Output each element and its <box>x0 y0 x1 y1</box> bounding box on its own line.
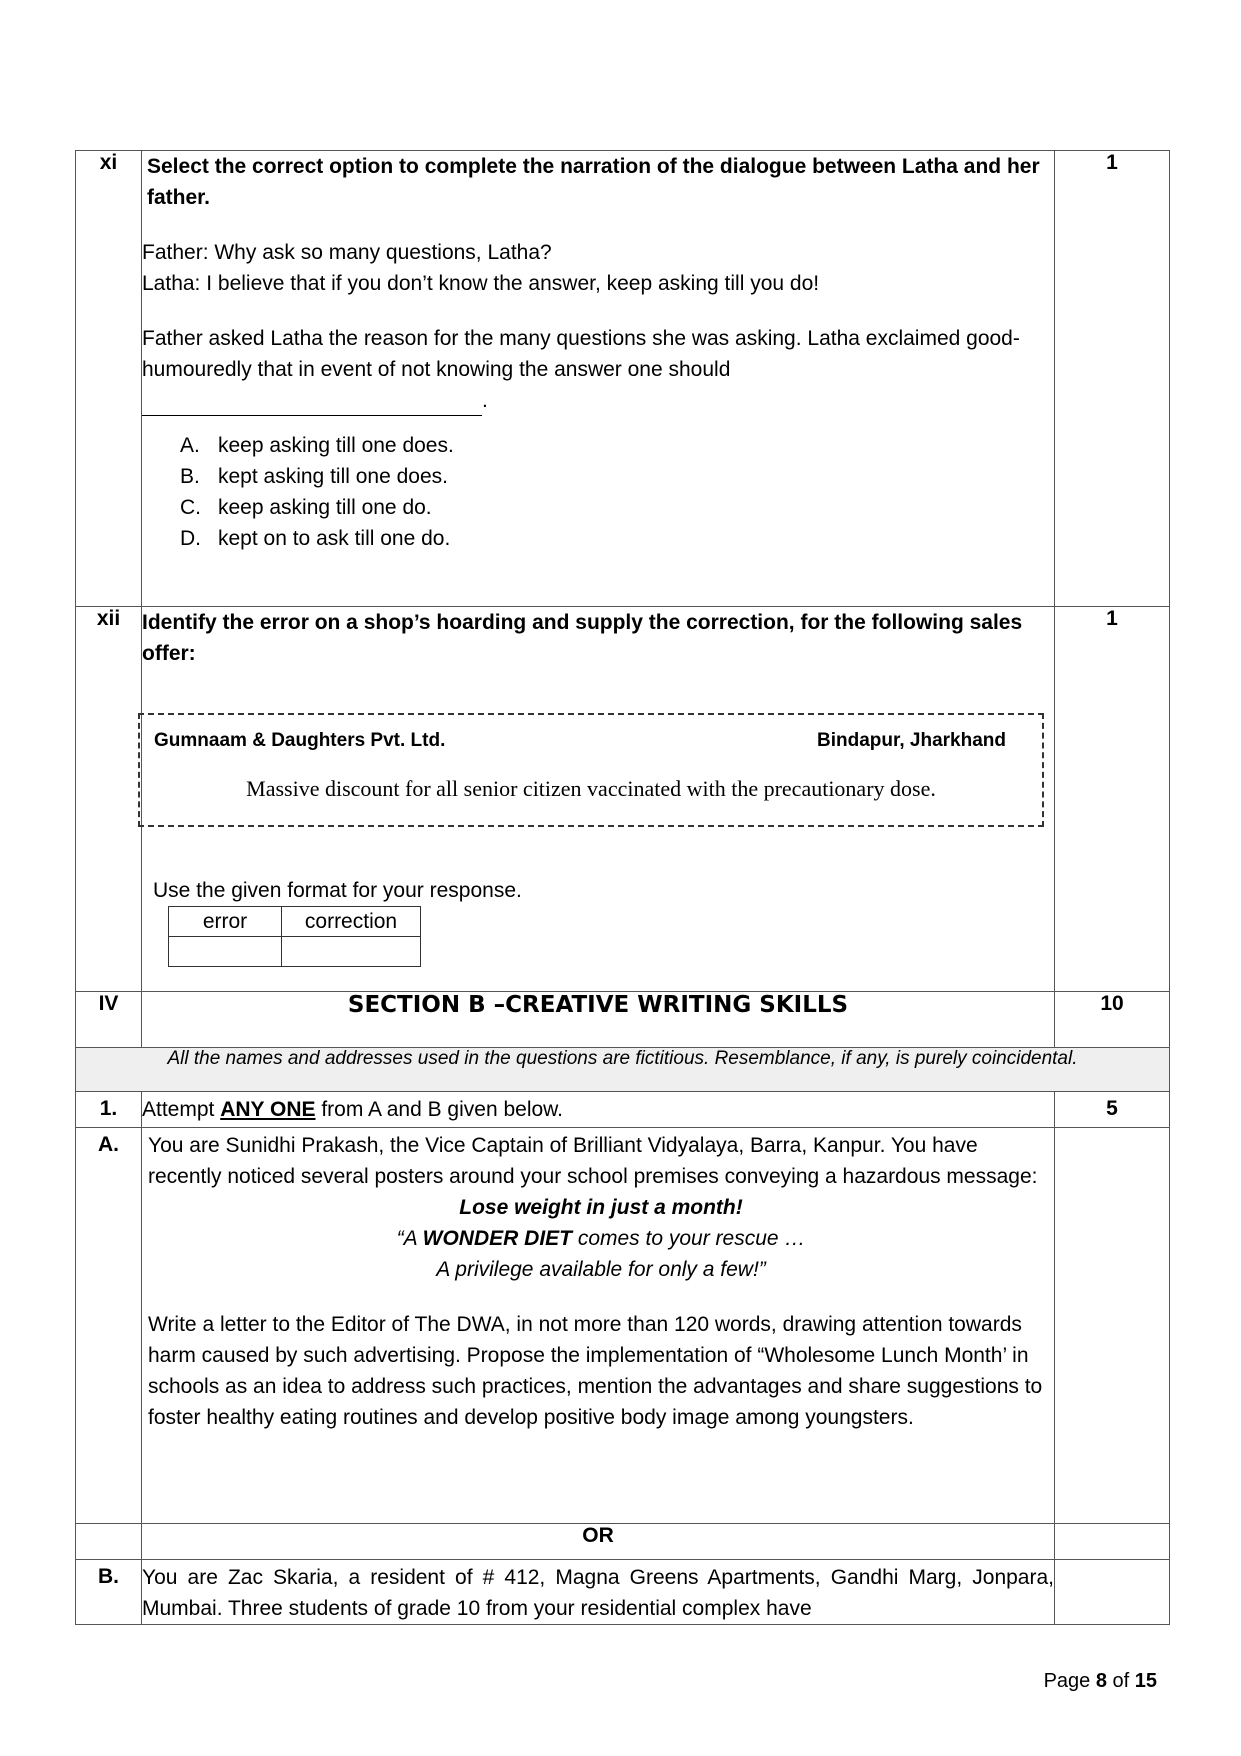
dialogue-line: Latha: I believe that if you don’t know the answer, keep asking till you do! <box>142 272 820 295</box>
question-instruction <box>142 1092 1055 1128</box>
marks-cell: 5 <box>1055 1092 1170 1128</box>
question-table <box>75 150 1170 1625</box>
marks-cell-empty <box>1055 1128 1170 1524</box>
option-letter: B. <box>180 465 200 488</box>
format-note: Use the given format for your response. <box>153 879 522 902</box>
marks-cell: 1 <box>1055 151 1170 607</box>
blank-end: . <box>482 389 488 412</box>
question-row-xii <box>76 607 1170 992</box>
format-header-correction: correction <box>282 907 421 937</box>
fictitious-note: All the names and addresses used in the questions are fictitious. Resemblance, if any, is purely coincidental. <box>76 1048 1170 1092</box>
hoarding-offer: Massive discount for all senior citizen vaccinated with the precautionary dose. <box>246 776 936 801</box>
options-list <box>180 430 1054 554</box>
instruction-post: from A and B given below. <box>315 1098 564 1121</box>
option-letter: D. <box>180 527 201 550</box>
letter-task: Write a letter to the Editor of The DWA, in not more than 120 words, drawing attention towards harm caused by such advertising. Propose the implementation of “Wholesome Lunch Month’ in schools as an idea to address such practices, mention the advantages and share suggestions to foster healthy eating routines and develop positive body image among youngsters. <box>148 1313 1043 1429</box>
option-text: keep asking till one do. <box>218 496 432 519</box>
question-number: xii <box>76 607 142 992</box>
question-row-1 <box>76 1092 1170 1128</box>
question-number: A. <box>76 1128 142 1524</box>
response-format-table <box>168 906 421 967</box>
letter-intro: You are Sunidhi Prakash, the Vice Captain of Brilliant Vidyalaya, Barra, Kanpur. You have recently noticed several posters around your school premises conveying a hazardous message: <box>148 1134 1038 1188</box>
poster-line-2-pre: “A <box>396 1227 423 1250</box>
note-row <box>76 1048 1170 1092</box>
option-item <box>180 430 1054 461</box>
or-row <box>76 1524 1170 1560</box>
question-content <box>142 607 1055 992</box>
section-number: IV <box>76 992 142 1048</box>
format-cell-error <box>169 937 282 967</box>
poster-line-2-bold: WONDER DIET <box>422 1227 572 1250</box>
question-row-B <box>76 1560 1170 1625</box>
question-content: You are Zac Skaria, a resident of # 412, Magna Greens Apartments, Gandhi Marg, Jonpara, Mumbai. Three students of grade 10 from your residential complex have <box>142 1560 1055 1625</box>
hoarding-box <box>138 713 1044 827</box>
option-text: kept asking till one does. <box>218 465 448 488</box>
question-content <box>142 151 1055 607</box>
page-footer <box>1044 1670 1157 1693</box>
format-cell-correction <box>282 937 421 967</box>
question-title: Identify the error on a shop’s hoarding and supply the correction, for the following sales offer: <box>142 611 1023 665</box>
or-marks-empty <box>1055 1524 1170 1560</box>
dialogue-line: Father: Why ask so many questions, Latha? <box>142 241 552 264</box>
question-row-xi <box>76 151 1170 607</box>
marks-cell-empty <box>1055 1560 1170 1625</box>
option-text: kept on to ask till one do. <box>218 527 451 550</box>
question-row-A <box>76 1128 1170 1524</box>
answer-blank <box>142 385 1054 416</box>
format-header-error: error <box>169 907 282 937</box>
blank-line <box>142 393 482 416</box>
option-item <box>180 461 1054 492</box>
instruction-pre: Attempt <box>142 1098 221 1121</box>
marks-cell: 1 <box>1055 607 1170 992</box>
or-label: OR <box>142 1524 1055 1560</box>
narration-text: Father asked Latha the reason for the many questions she was asking. Latha exclaimed good-humouredly that in event of not knowing the answer one should <box>142 327 1020 381</box>
question-number: xi <box>76 151 142 607</box>
poster-line-1: Lose weight in just a month! <box>459 1196 743 1219</box>
hoarding-place: Bindapur, Jharkhand <box>817 730 1006 751</box>
page-label: Page <box>1043 1670 1096 1692</box>
section-marks: 10 <box>1055 992 1170 1048</box>
poster-line-2-post: comes to your rescue … <box>571 1227 806 1250</box>
option-letter: A. <box>180 434 200 457</box>
question-content <box>142 1128 1055 1524</box>
section-title: SECTION B –CREATIVE WRITING SKILLS <box>142 992 1055 1048</box>
page-of: of <box>1106 1670 1135 1692</box>
poster-line-3: A privilege available for only a few!” <box>436 1258 766 1281</box>
page-total: 15 <box>1134 1670 1157 1692</box>
option-letter: C. <box>180 496 201 519</box>
option-item <box>180 523 1054 554</box>
option-text: keep asking till one does. <box>218 434 454 457</box>
or-number-empty <box>76 1524 142 1560</box>
option-item <box>180 492 1054 523</box>
question-number: 1. <box>76 1092 142 1128</box>
instruction-emphasis: ANY ONE <box>220 1098 316 1121</box>
question-title: Select the correct option to complete the narration of the dialogue between Latha and her father. <box>147 155 1040 209</box>
poster-line-2 <box>148 1223 1054 1254</box>
hoarding-company: Gumnaam & Daughters Pvt. Ltd. <box>154 730 446 751</box>
section-row <box>76 992 1170 1048</box>
question-number: B. <box>76 1560 142 1625</box>
page-current: 8 <box>1095 1670 1107 1692</box>
